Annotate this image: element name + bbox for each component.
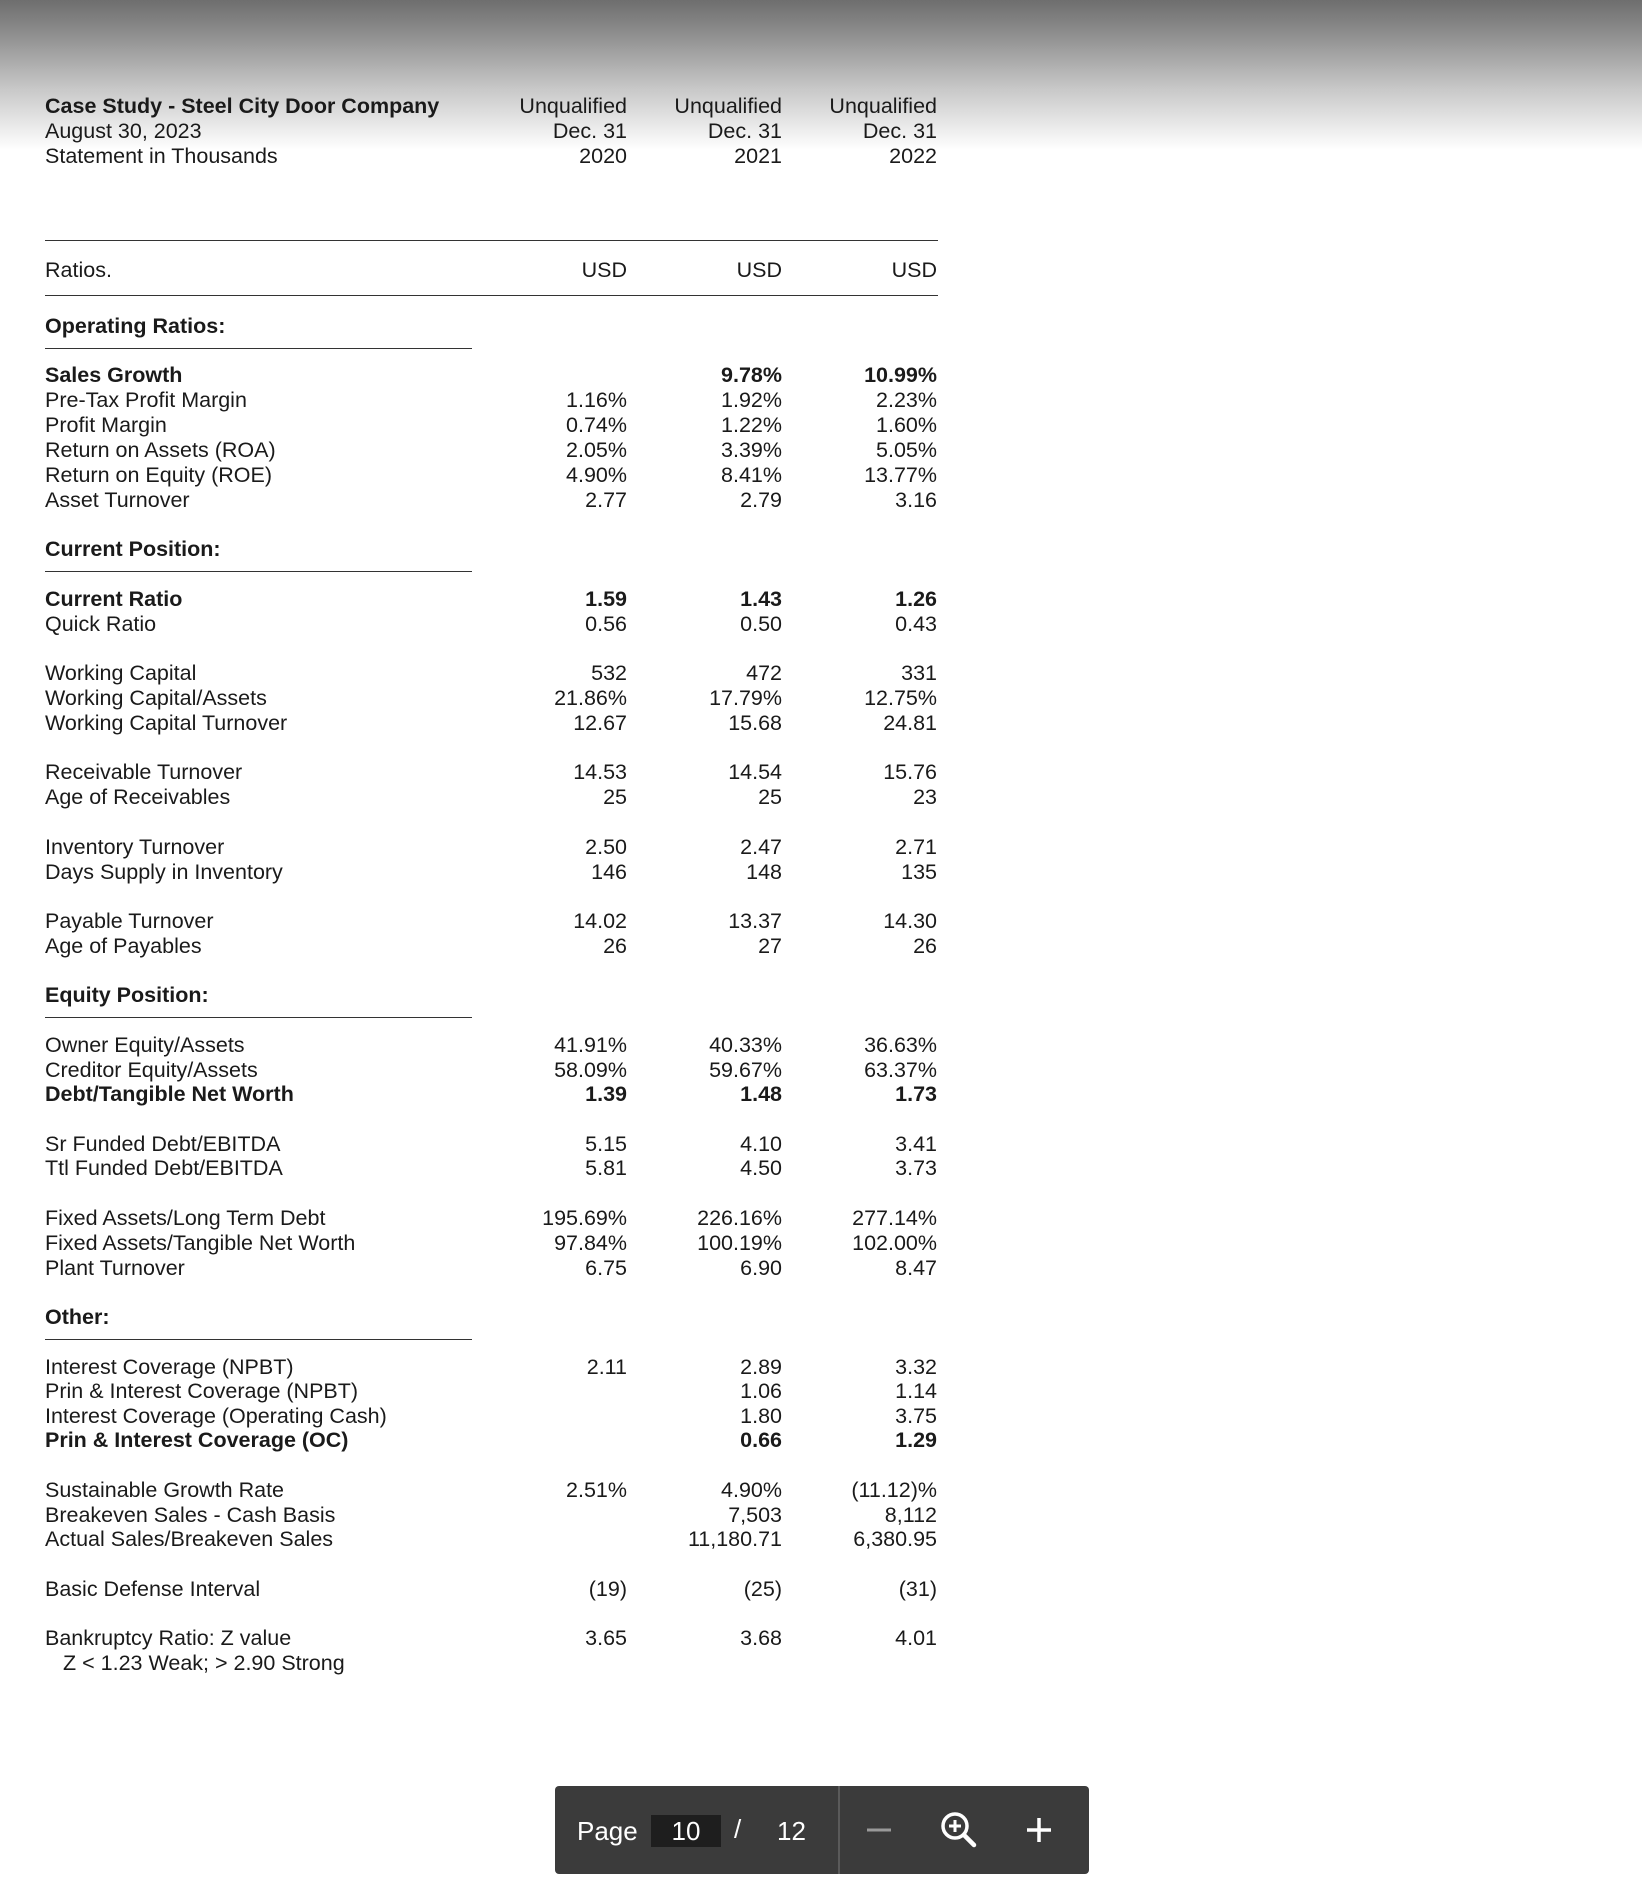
row-value-2020: 2.05%: [566, 438, 627, 462]
rule-operating: [45, 348, 472, 349]
row-value-2021: 40.33%: [709, 1033, 782, 1057]
statement-date: August 30, 2023: [45, 119, 202, 143]
row-value-2022: 1.60%: [876, 413, 937, 437]
row-value-2020: 58.09%: [554, 1058, 627, 1082]
ratios-label: Ratios.: [45, 258, 112, 282]
row-value-2021: 1.06: [740, 1379, 782, 1403]
row-label: Pre-Tax Profit Margin: [45, 388, 247, 412]
row-value-2020: 1.39: [585, 1082, 627, 1106]
row-value-2020: 14.53: [573, 760, 627, 784]
row-label: Profit Margin: [45, 413, 167, 437]
currency-2021: USD: [736, 258, 782, 282]
col-2021-period: Dec. 31: [707, 119, 782, 143]
row-value-2022: 4.01: [895, 1626, 937, 1650]
row-label: Inventory Turnover: [45, 835, 225, 859]
row-label: Interest Coverage (Operating Cash): [45, 1404, 387, 1428]
row-value-2021: (25): [743, 1577, 782, 1601]
row-value-2022: 8.47: [895, 1256, 937, 1280]
row-value-2021: 9.78%: [721, 363, 782, 387]
rule-equity: [45, 1017, 472, 1018]
row-value-2022: 2.23%: [876, 388, 937, 412]
row-label: Creditor Equity/Assets: [45, 1058, 258, 1082]
row-value-2021: 4.90%: [721, 1478, 782, 1502]
row-value-2022: 277.14%: [852, 1206, 937, 1230]
rule-current: [45, 571, 472, 572]
row-value-2021: 13.37: [728, 909, 782, 933]
row-value-2020: 6.75: [585, 1256, 627, 1280]
currency-2020: USD: [581, 258, 627, 282]
row-label: Age of Payables: [45, 934, 202, 958]
page-toolbar: [555, 1786, 1089, 1874]
page-separator: /: [734, 1814, 742, 1844]
row-value-2020: 195.69%: [542, 1206, 627, 1230]
row-value-2020: 1.59: [585, 587, 627, 611]
row-label: Working Capital/Assets: [45, 686, 267, 710]
section-other: Other:: [45, 1305, 110, 1329]
row-value-2021: 59.67%: [709, 1058, 782, 1082]
row-value-2021: 472: [746, 661, 782, 685]
row-label: Ttl Funded Debt/EBITDA: [45, 1156, 283, 1180]
rule-under-ratios: [45, 295, 938, 296]
row-value-2020: 25: [603, 785, 627, 809]
row-value-2021: 25: [758, 785, 782, 809]
row-label: Asset Turnover: [45, 488, 190, 512]
row-value-2022: 135: [901, 860, 937, 884]
col-2021-year: 2021: [734, 144, 782, 168]
row-value-2020: 5.81: [585, 1156, 627, 1180]
page-label: Page: [577, 1816, 638, 1846]
row-label: Current Ratio: [45, 587, 183, 611]
row-label: Actual Sales/Breakeven Sales: [45, 1527, 334, 1551]
rule-top: [45, 240, 938, 241]
rule-other: [45, 1339, 472, 1340]
row-value-2020: 26: [603, 934, 627, 958]
row-label: Breakeven Sales - Cash Basis: [45, 1503, 336, 1527]
row-value-2022: 1.73: [895, 1082, 937, 1106]
row-value-2021: 1.43: [740, 587, 782, 611]
row-value-2022: 13.77%: [864, 463, 937, 487]
row-value-2022: 3.75: [895, 1404, 937, 1428]
row-label: Fixed Assets/Tangible Net Worth: [45, 1231, 356, 1255]
row-value-2021: 2.47: [740, 835, 782, 859]
row-value-2021: 4.10: [740, 1132, 782, 1156]
row-value-2020: 21.86%: [554, 686, 627, 710]
zoom-out-button[interactable]: [855, 1806, 903, 1854]
row-value-2022: 1.29: [895, 1428, 937, 1452]
row-label: Working Capital: [45, 661, 197, 685]
row-value-2021: 15.68: [728, 711, 782, 735]
col-2021-audit: Unqualified: [674, 94, 782, 118]
row-label: Age of Receivables: [45, 785, 231, 809]
row-value-2021: 6.90: [740, 1256, 782, 1280]
row-value-2021: 3.68: [740, 1626, 782, 1650]
row-value-2022: 14.30: [883, 909, 937, 933]
row-label: Return on Equity (ROE): [45, 463, 273, 487]
row-value-2021: 8.41%: [721, 463, 782, 487]
row-value-2021: 1.80: [740, 1404, 782, 1428]
row-value-2022: 26: [913, 934, 937, 958]
row-value-2022: 3.73: [895, 1156, 937, 1180]
row-value-2022: (11.12)%: [851, 1478, 937, 1502]
row-value-2021: 11,180.71: [687, 1527, 782, 1551]
row-value-2021: 7,503: [728, 1503, 782, 1527]
row-value-2021: 4.50: [740, 1156, 782, 1180]
row-value-2020: 532: [591, 661, 627, 685]
row-value-2020: 2.50: [585, 835, 627, 859]
zoom-reset-button[interactable]: [935, 1806, 983, 1854]
row-value-2020: 1.16%: [566, 388, 627, 412]
section-current: Current Position:: [45, 537, 221, 561]
currency-2022: USD: [891, 258, 937, 282]
toolbar-divider: [838, 1786, 840, 1874]
col-2020-period: Dec. 31: [552, 119, 627, 143]
section-equity: Equity Position:: [45, 983, 209, 1007]
row-value-2022: 2.71: [895, 835, 937, 859]
row-value-2020: 0.56: [585, 612, 627, 636]
row-value-2020: 97.84%: [554, 1231, 627, 1255]
row-value-2022: 6,380.95: [853, 1527, 937, 1551]
row-value-2021: 100.19%: [697, 1231, 782, 1255]
row-label: Owner Equity/Assets: [45, 1033, 245, 1057]
row-value-2022: 331: [901, 661, 937, 685]
row-value-2022: 12.75%: [864, 686, 937, 710]
row-value-2021: 148: [746, 860, 782, 884]
row-label: Prin & Interest Coverage (OC): [45, 1428, 349, 1452]
row-value-2021: 3.39%: [721, 438, 782, 462]
row-value-2021: 1.48: [740, 1082, 782, 1106]
row-label: Z < 1.23 Weak; > 2.90 Strong: [63, 1651, 345, 1675]
row-value-2022: 36.63%: [864, 1033, 937, 1057]
row-label: Days Supply in Inventory: [45, 860, 283, 884]
row-label: Sales Growth: [45, 363, 183, 387]
row-label: Fixed Assets/Long Term Debt: [45, 1206, 326, 1230]
row-label: Receivable Turnover: [45, 760, 243, 784]
row-value-2022: 5.05%: [876, 438, 937, 462]
row-label: Sustainable Growth Rate: [45, 1478, 285, 1502]
row-value-2021: 0.66: [740, 1428, 782, 1452]
row-value-2020: 14.02: [573, 909, 627, 933]
row-value-2022: 23: [913, 785, 937, 809]
row-value-2020: 0.74%: [566, 413, 627, 437]
row-value-2020: 2.77: [585, 488, 627, 512]
row-label: Return on Assets (ROA): [45, 438, 276, 462]
row-value-2022: 15.76: [883, 760, 937, 784]
row-label: Interest Coverage (NPBT): [45, 1355, 294, 1379]
row-value-2021: 14.54: [728, 760, 782, 784]
col-2022-period: Dec. 31: [862, 119, 937, 143]
row-value-2021: 2.79: [740, 488, 782, 512]
row-value-2021: 27: [758, 934, 782, 958]
row-label: Payable Turnover: [45, 909, 214, 933]
row-value-2022: 24.81: [883, 711, 937, 735]
row-value-2020: 5.15: [585, 1132, 627, 1156]
minus-icon: [855, 1806, 903, 1854]
row-label: Quick Ratio: [45, 612, 157, 636]
row-value-2020: (19): [588, 1577, 627, 1601]
row-value-2020: 3.65: [585, 1626, 627, 1650]
page-number-input[interactable]: 10: [651, 1815, 721, 1847]
row-label: Sr Funded Debt/EBITDA: [45, 1132, 281, 1156]
row-label: Working Capital Turnover: [45, 711, 288, 735]
row-value-2021: 1.22%: [721, 413, 782, 437]
row-value-2022: 63.37%: [864, 1058, 937, 1082]
section-operating: Operating Ratios:: [45, 314, 226, 338]
row-value-2022: 3.16: [895, 488, 937, 512]
row-value-2021: 0.50: [740, 612, 782, 636]
row-value-2020: 2.51%: [566, 1478, 627, 1502]
row-value-2021: 17.79%: [709, 686, 782, 710]
row-value-2021: 1.92%: [721, 388, 782, 412]
row-value-2022: 0.43: [895, 612, 937, 636]
col-2020-year: 2020: [579, 144, 627, 168]
row-value-2022: 3.41: [895, 1132, 937, 1156]
row-value-2022: 8,112: [884, 1503, 937, 1527]
col-2022-year: 2022: [889, 144, 937, 168]
row-value-2022: 1.14: [895, 1379, 937, 1403]
row-label: Plant Turnover: [45, 1256, 185, 1280]
row-value-2020: 146: [591, 860, 627, 884]
row-value-2020: 12.67: [573, 711, 627, 735]
row-label: Debt/Tangible Net Worth: [45, 1082, 294, 1106]
row-value-2022: 10.99%: [864, 363, 937, 387]
row-label: Bankruptcy Ratio: Z value: [45, 1626, 292, 1650]
company-name: Case Study - Steel City Door Company: [45, 94, 440, 118]
row-value-2022: 1.26: [895, 587, 937, 611]
row-value-2020: 4.90%: [566, 463, 627, 487]
row-value-2022: 3.32: [895, 1355, 937, 1379]
col-2020-audit: Unqualified: [519, 94, 627, 118]
row-label: Prin & Interest Coverage (NPBT): [45, 1379, 359, 1403]
total-pages: 12: [777, 1816, 806, 1846]
row-value-2021: 2.89: [740, 1355, 782, 1379]
col-2022-audit: Unqualified: [829, 94, 937, 118]
plus-icon: [1015, 1806, 1063, 1854]
zoom-magnifier-icon: [935, 1806, 983, 1854]
zoom-in-button[interactable]: [1015, 1806, 1063, 1854]
statement-unit: Statement in Thousands: [45, 144, 278, 168]
row-label: Basic Defense Interval: [45, 1577, 261, 1601]
row-value-2022: (31): [898, 1577, 937, 1601]
row-value-2021: 226.16%: [697, 1206, 782, 1230]
row-value-2020: 2.11: [586, 1355, 627, 1379]
row-value-2020: 41.91%: [554, 1033, 627, 1057]
row-value-2022: 102.00%: [852, 1231, 937, 1255]
